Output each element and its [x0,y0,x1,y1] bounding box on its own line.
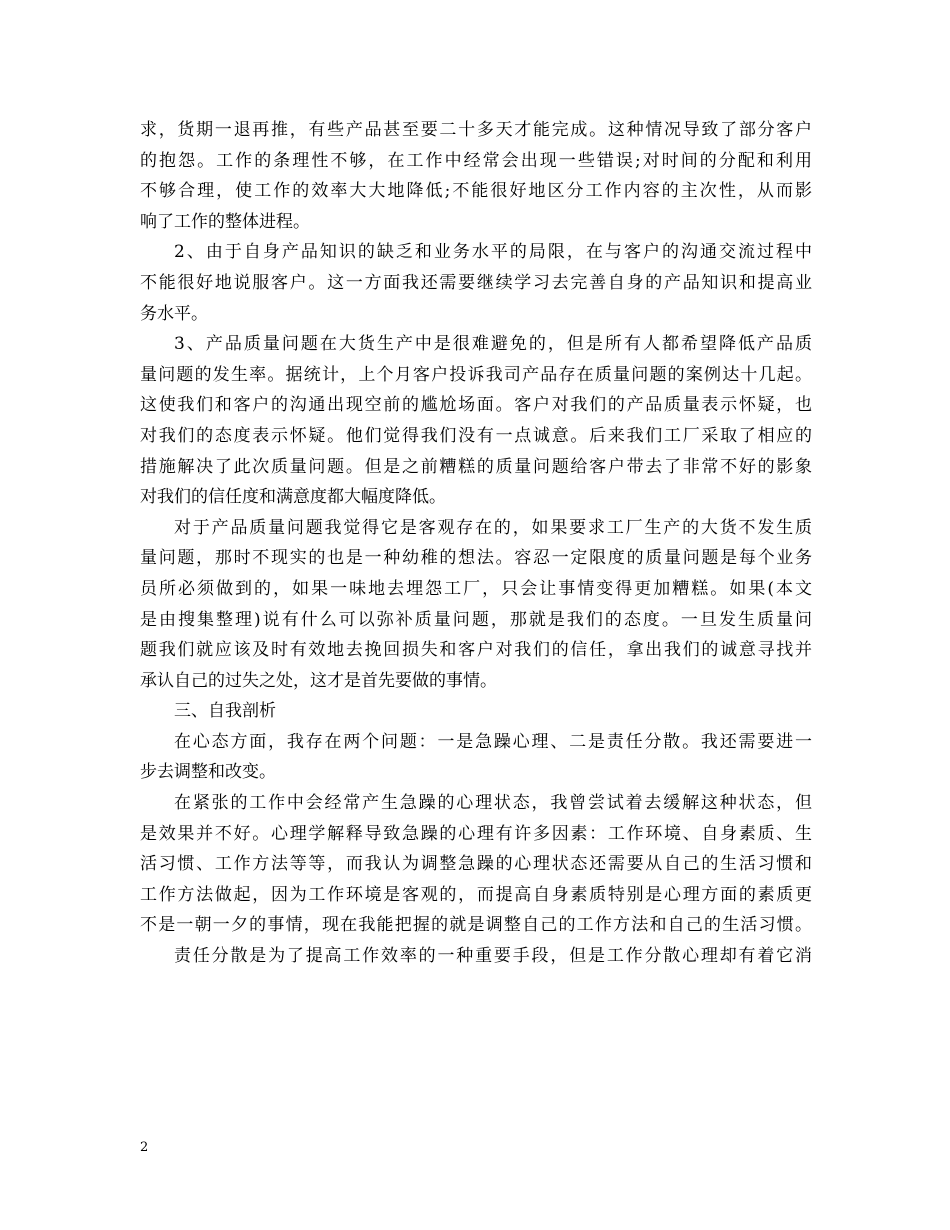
text-line: 不够合理，使工作的效率大大地降低;不能很好地区分工作内容的主次性，从而影 [140,181,812,202]
text-line: 题我们就应该及时有效地去挽回损失和客户对我们的信任，拿出我们的诚意寻找并 [140,640,812,661]
text-line: 是由搜集整理)说有什么可以弥补质量问题，那就是我们的态度。一旦发生质量问 [140,609,812,630]
text-line: 员所必须做到的，如果一味地去埋怨工厂，只会让事情变得更加糟糕。如果(本文 [140,578,812,599]
text-line: 措施解决了此次质量问题。但是之前糟糕的质量问题给客户带去了非常不好的影象 [140,456,812,477]
text-line: 责任分散是为了提高工作效率的一种重要手段，但是工作分散心理却有着它消 [174,946,812,967]
text-line: 不能很好地说服客户。这一方面我还需要继续学习去完善自身的产品知识和提高业 [140,272,812,293]
text-line: 的抱怨。工作的条理性不够，在工作中经常会出现一些错误;对时间的分配和利用 [140,150,812,171]
text-line: 对我们的态度表示怀疑。他们觉得我们没有一点诚意。后来我们工厂采取了相应的 [140,425,812,446]
text-line: 在紧张的工作中会经常产生急躁的心理状态，我曾尝试着去缓解这种状态，但 [174,793,812,814]
text-line: 量问题，那时不现实的也是一种幼稚的想法。容忍一定限度的质量问题是每个业务 [140,548,812,569]
text-line: 2、由于自身产品知识的缺乏和业务水平的局限，在与客户的沟通交流过程中 [174,242,812,263]
text-line: 三、自我剖析 [174,701,276,722]
text-line: 3、产品质量问题在大货生产中是很难避免的，但是所有人都希望降低产品质 [174,334,812,355]
text-line: 这使我们和客户的沟通出现空前的尴尬场面。客户对我们的产品质量表示怀疑，也 [140,395,812,416]
text-line: 求，货期一退再推，有些产品甚至要二十多天才能完成。这种情况导致了部分客户 [140,120,812,140]
text-line: 不是一朝一夕的事情，现在我能把握的就是调整自己的工作方法和自己的生活习惯。 [140,915,812,936]
text-line: 工作方法做起，因为工作环境是客观的，而提高自身素质特别是心理方面的素质更 [140,884,812,905]
text-line: 务水平。 [140,303,208,324]
text-line: 对于产品质量问题我觉得它是客观存在的，如果要求工厂生产的大货不发生质 [174,517,812,538]
text-line: 是效果并不好。心理学解释导致急躁的心理有许多因素：工作环境、自身素质、生 [140,823,812,844]
text-line: 承认自己的过失之处，这才是首先要做的事情。 [140,670,497,691]
text-line: 量问题的发生率。据统计，上个月客户投诉我司产品存在质量问题的案例达十几起。 [140,364,812,385]
text-line: 活习惯、工作方法等等，而我认为调整急躁的心理状态还需要从自己的生活习惯和 [140,854,812,875]
text-line: 响了工作的整体进程。 [140,211,310,232]
body-text [140,115,812,972]
text-line: 对我们的信任度和满意度都大幅度降低。 [140,487,446,508]
page-number: 2 [140,1140,149,1155]
text-line: 步去调整和改变。 [140,762,276,783]
text-line: 在心态方面，我存在两个问题：一是急躁心理、二是责任分散。我还需要进一 [174,731,812,752]
